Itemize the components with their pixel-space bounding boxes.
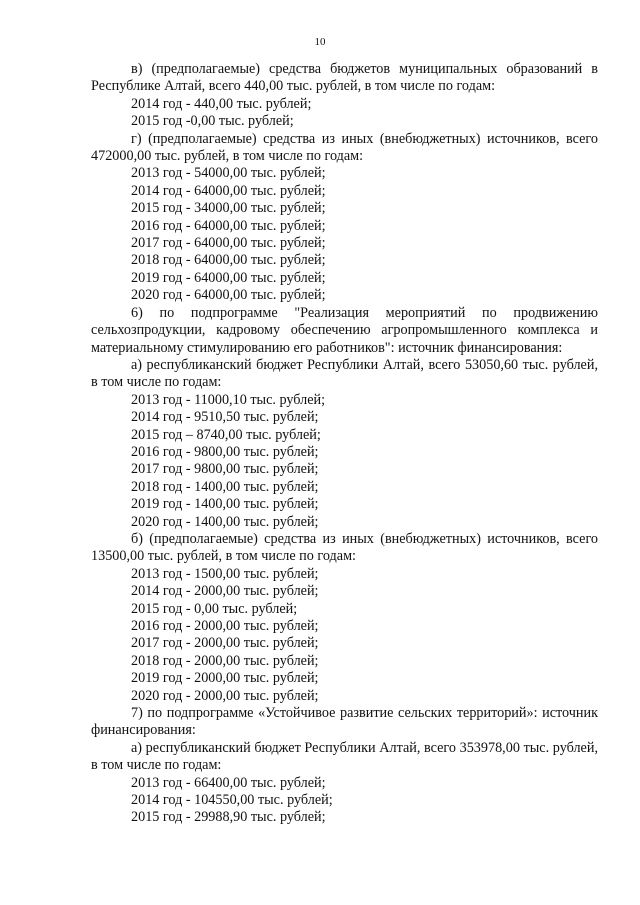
year-line: 2020 год - 2000,00 тыс. рублей;: [131, 687, 319, 704]
year-line: 2014 год - 2000,00 тыс. рублей;: [131, 583, 319, 600]
paragraph-extrabudgetary-sources: г) (предполагаемые) средства из иных (внебюджетных) источников, всего 472000,00 тыс. рублей, в том числе по годам:: [91, 130, 598, 165]
year-line: 2014 год - 440,00 тыс. рублей;: [131, 95, 312, 112]
year-line: 2020 год - 1400,00 тыс. рублей;: [131, 513, 319, 530]
year-line: 2017 год - 2000,00 тыс. рублей;: [131, 635, 319, 652]
paragraph-republican-budget: а) республиканский бюджет Республики Алтай, всего 353978,00 тыс. рублей, в том числе по годам:: [91, 739, 598, 774]
year-line: 2014 год - 9510,50 тыс. рублей;: [131, 409, 319, 426]
year-line: 2014 год - 104550,00 тыс. рублей;: [131, 792, 333, 809]
year-line: 2018 год - 1400,00 тыс. рублей;: [131, 478, 319, 495]
page-number: 10: [314, 36, 326, 48]
paragraph-municipal-budgets: в) (предполагаемые) средства бюджетов муниципальных образований в Республике Алтай, всего 440,00 тыс. рублей, в том числе по годам:: [91, 61, 598, 95]
year-line: 2015 год -0,00 тыс. рублей;: [131, 113, 294, 130]
year-line: 2019 год - 1400,00 тыс. рублей;: [131, 496, 319, 513]
year-line: 2020 год - 64000,00 тыс. рублей;: [131, 287, 326, 304]
year-line: 2015 год – 8740,00 тыс. рублей;: [131, 426, 321, 443]
year-line: 2018 год - 64000,00 тыс. рублей;: [131, 252, 326, 269]
year-line: 2019 год - 64000,00 тыс. рублей;: [131, 269, 326, 286]
year-line: 2014 год - 64000,00 тыс. рублей;: [131, 182, 326, 199]
year-line: 2013 год - 11000,10 тыс. рублей;: [131, 391, 326, 408]
year-line: 2017 год - 64000,00 тыс. рублей;: [131, 235, 326, 252]
paragraph-subprogram-6: 6) по подпрограмме "Реализация мероприятий по продвижению сельхозпродукции, кадровому обеспечению агропромышленного комплекса и материальному стимулированию его работников": источник финансирования:: [91, 304, 598, 356]
year-line: 2016 год - 9800,00 тыс. рублей;: [131, 443, 319, 460]
paragraph-subprogram-7: 7) по подпрограмме «Устойчивое развитие сельских территорий»: источник финансирования:: [91, 705, 598, 739]
document-body: [91, 61, 598, 827]
year-line: 2013 год - 54000,00 тыс. рублей;: [131, 165, 326, 182]
year-line: 2016 год - 64000,00 тыс. рублей;: [131, 217, 326, 234]
year-line: 2015 год - 29988,90 тыс. рублей;: [131, 809, 326, 826]
year-line: 2019 год - 2000,00 тыс. рублей;: [131, 670, 319, 687]
year-line: 2017 год - 9800,00 тыс. рублей;: [131, 461, 319, 478]
year-line: 2015 год - 0,00 тыс. рублей;: [131, 600, 298, 617]
year-line: 2018 год - 2000,00 тыс. рублей;: [131, 652, 319, 669]
paragraph-republican-budget: а) республиканский бюджет Республики Алтай, всего 53050,60 тыс. рублей, в том числе по годам:: [91, 356, 598, 391]
year-line: 2013 год - 1500,00 тыс. рублей;: [131, 565, 319, 582]
year-line: 2013 год - 66400,00 тыс. рублей;: [131, 774, 326, 791]
paragraph-extrabudgetary-sources: б) (предполагаемые) средства из иных (внебюджетных) источников, всего 13500,00 тыс. рублей, в том числе по годам:: [91, 530, 598, 565]
year-line: 2015 год - 34000,00 тыс. рублей;: [131, 200, 326, 217]
year-line: 2016 год - 2000,00 тыс. рублей;: [131, 618, 319, 634]
